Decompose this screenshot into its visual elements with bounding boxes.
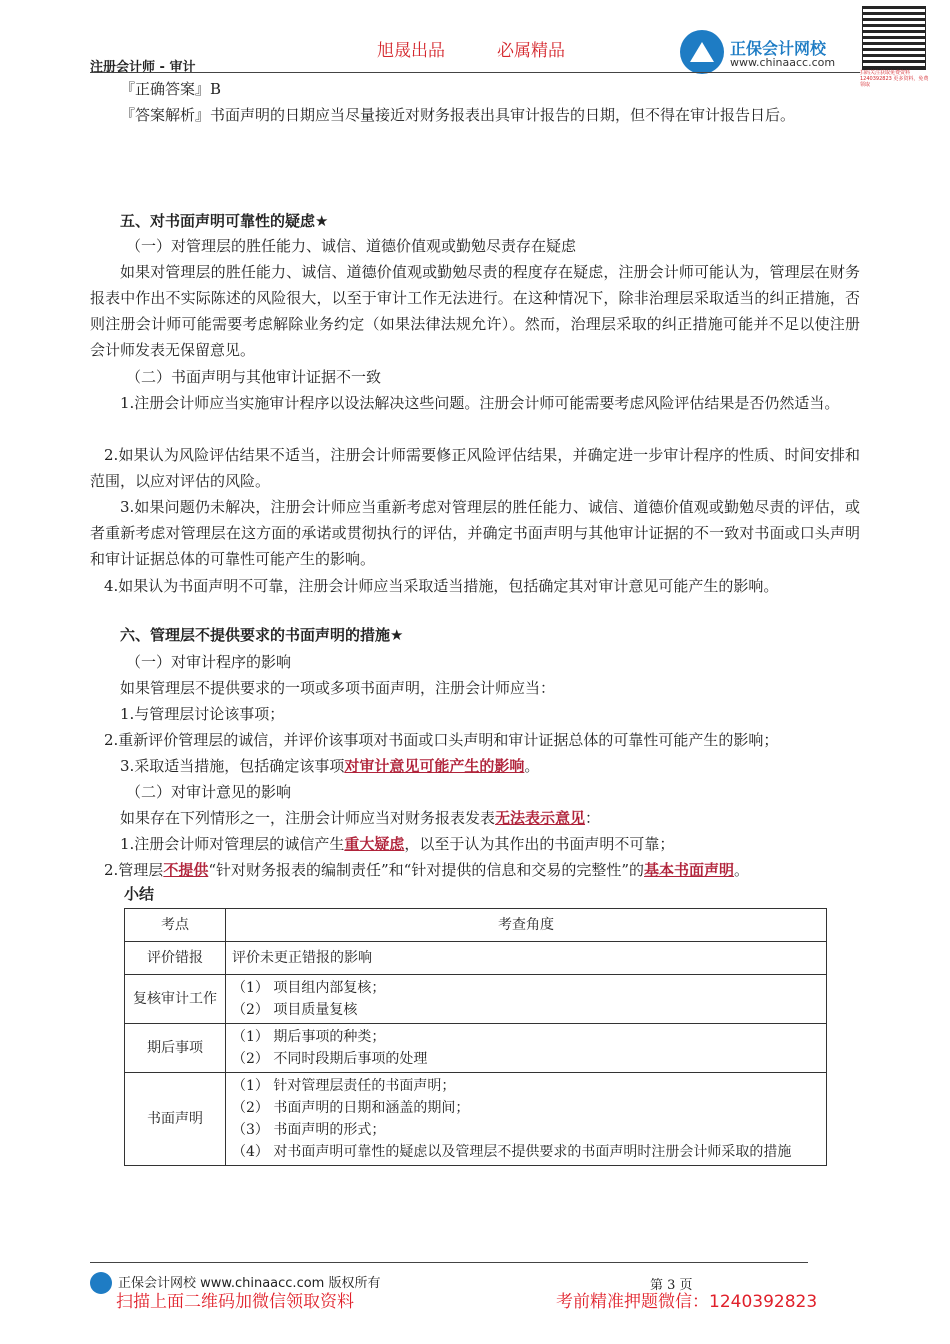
section-6-title: 六、管理层不提供要求的书面声明的措施★: [120, 626, 404, 644]
row-line: （2） 不同时段期后事项的处理: [232, 1051, 428, 1067]
footer-red-left: 扫描上面二维码加微信领取资料: [116, 1292, 354, 1312]
highlight-audit-opinion-impact: 对审计意见可能产生的影响: [344, 757, 525, 775]
row-key: 复核审计工作: [125, 975, 226, 1024]
section-5-item-4: 4.如果认为书面声明不可靠，注册会计师应当采取适当措施，包括确定其对审计意见可能产生的影响。: [104, 577, 779, 595]
summary-title: 小结: [124, 885, 155, 903]
table-header-row: [125, 909, 827, 942]
summary-table: [124, 908, 827, 1166]
row-value: [226, 975, 827, 1024]
row-value: [226, 1073, 827, 1166]
row-line: （2） 书面声明的日期和涵盖的期间；: [232, 1100, 470, 1116]
header-slogan-right: 必属精品: [497, 41, 565, 61]
row-key: 评价错报: [125, 942, 226, 975]
row-line: （1） 针对管理层责任的书面声明；: [232, 1078, 456, 1094]
section-6-sub1: （一）对审计程序的影响: [126, 653, 292, 671]
footer-logo-icon: [90, 1272, 112, 1294]
row-line: （1） 项目组内部复核；: [232, 980, 386, 996]
footer-brand: 正保会计网校 www.chinaacc.com 版权所有: [118, 1276, 381, 1291]
header-divider: [90, 72, 860, 73]
table-row: [125, 1024, 827, 1073]
section-5-item-2: 2.如果认为风险评估结果不适当，注册会计师需要修正风险评估结果，并确定进一步审计程序的性质、时间安排和范围，以应对评估的风险。: [90, 446, 860, 490]
header-cell-angle: 考查角度: [226, 909, 827, 942]
brand-logo-icon: [680, 30, 724, 74]
section-6-a3: 3.采取适当措施，包括确定该事项对审计意见可能产生的影响。: [120, 757, 540, 775]
section-5-item-1: 1.注册会计师应当实施审计程序以设法解决这些问题。注册会计师可能需要考虑风险评估结果是否仍然适当。: [120, 394, 840, 412]
header-slogan-left: 旭晟出品: [377, 41, 445, 61]
highlight-disclaimer: 无法表示意见: [495, 809, 586, 827]
table-row: [125, 1073, 827, 1166]
table-row: [125, 975, 827, 1024]
highlight-basic-statement: 基本书面声明: [644, 861, 735, 879]
section-6-lead2: 如果存在下列情形之一，注册会计师应当对财务报表发表无法表示意见：: [120, 809, 601, 827]
qr-note: 扫码关注获取免费资料 1240392823 更多资料，免费领取: [860, 70, 929, 88]
answer-analysis: 『答案解析』书面声明的日期应当尽量接近对财务报表出具审计报告的日期，但不得在审计报告日后。: [120, 106, 796, 124]
page-number: 第 3 页: [650, 1278, 693, 1293]
section-5-title: 五、对书面声明可靠性的疑虑★: [120, 212, 329, 230]
highlight-not-provide: 不提供: [163, 861, 209, 879]
row-value: 评价未更正错报的影响: [226, 942, 827, 975]
section-6-b1: 1.注册会计师对管理层的诚信产生重大疑虑，以至于认为其作出的书面声明不可靠；: [120, 835, 675, 853]
row-line: （1） 期后事项的种类；: [232, 1029, 386, 1045]
row-line: （4） 对书面声明可靠性的疑虑以及管理层不提供要求的书面声明时注册会计师采取的措施: [232, 1144, 792, 1160]
brand-name: 正保会计网校: [730, 39, 827, 58]
row-value: [226, 1024, 827, 1073]
brand-url: www.chinaacc.com: [730, 56, 836, 69]
qr-code-icon: [862, 6, 926, 70]
section-5-sub2: （二）书面声明与其他审计证据不一致: [126, 368, 382, 386]
section-6-b2: 2.管理层不提供“针对财务报表的编制责任”和“针对提供的信息和交易的完整性”的基本书面声明。: [104, 861, 750, 879]
section-6-a1: 1.与管理层讨论该事项；: [120, 705, 285, 723]
section-6-a2: 2.重新评价管理层的诚信，并评价该事项对书面或口头声明和审计证据总体的可靠性可能产生的影响；: [104, 731, 779, 749]
row-key: 期后事项: [125, 1024, 226, 1073]
section-5-item-3: 3.如果问题仍未解决，注册会计师应当重新考虑对管理层的胜任能力、诚信、道德价值观或勤勉尽责的评估，或者重新考虑对管理层在这方面的承诺或贯彻执行的评估，并确定书面声明与其他审计证据的不一致对书面或口头声明和审计证据总体的可靠性可能产生的影响。: [90, 498, 860, 568]
section-5-sub1: （一）对管理层的胜任能力、诚信、道德价值观或勤勉尽责存在疑虑: [126, 237, 577, 255]
section-6-lead1: 如果管理层不提供要求的一项或多项书面声明，注册会计师应当：: [120, 679, 556, 697]
table-row: [125, 942, 827, 975]
row-line: （2） 项目质量复核: [232, 1002, 358, 1018]
section-5-paragraph: 如果对管理层的胜任能力、诚信、道德价值观或勤勉尽责的程度存在疑虑，注册会计师可能认为，管理层在财务报表中作出不实际陈述的风险很大，以至于审计工作无法进行。在这种情况下，除非治理层采取适当的纠正措施，否则注册会计师可能需要考虑解除业务约定（如果法律法规允许）。然而，治理层采取的纠正措施可能并不足以使注册会计师发表无保留意见。: [90, 263, 860, 359]
correct-answer: 『正确答案』B: [120, 80, 222, 98]
footer-divider: [90, 1262, 808, 1263]
header-cell-point: 考点: [125, 909, 226, 942]
highlight-major-doubt: 重大疑虑: [344, 835, 405, 853]
row-key: 书面声明: [125, 1073, 226, 1166]
row-line: （3） 书面声明的形式；: [232, 1122, 386, 1138]
footer-red-right: 考前精准押题微信：1240392823: [556, 1292, 818, 1312]
course-title: 注册会计师 - 审计: [90, 60, 196, 75]
section-6-sub2: （二）对审计意见的影响: [126, 783, 292, 801]
